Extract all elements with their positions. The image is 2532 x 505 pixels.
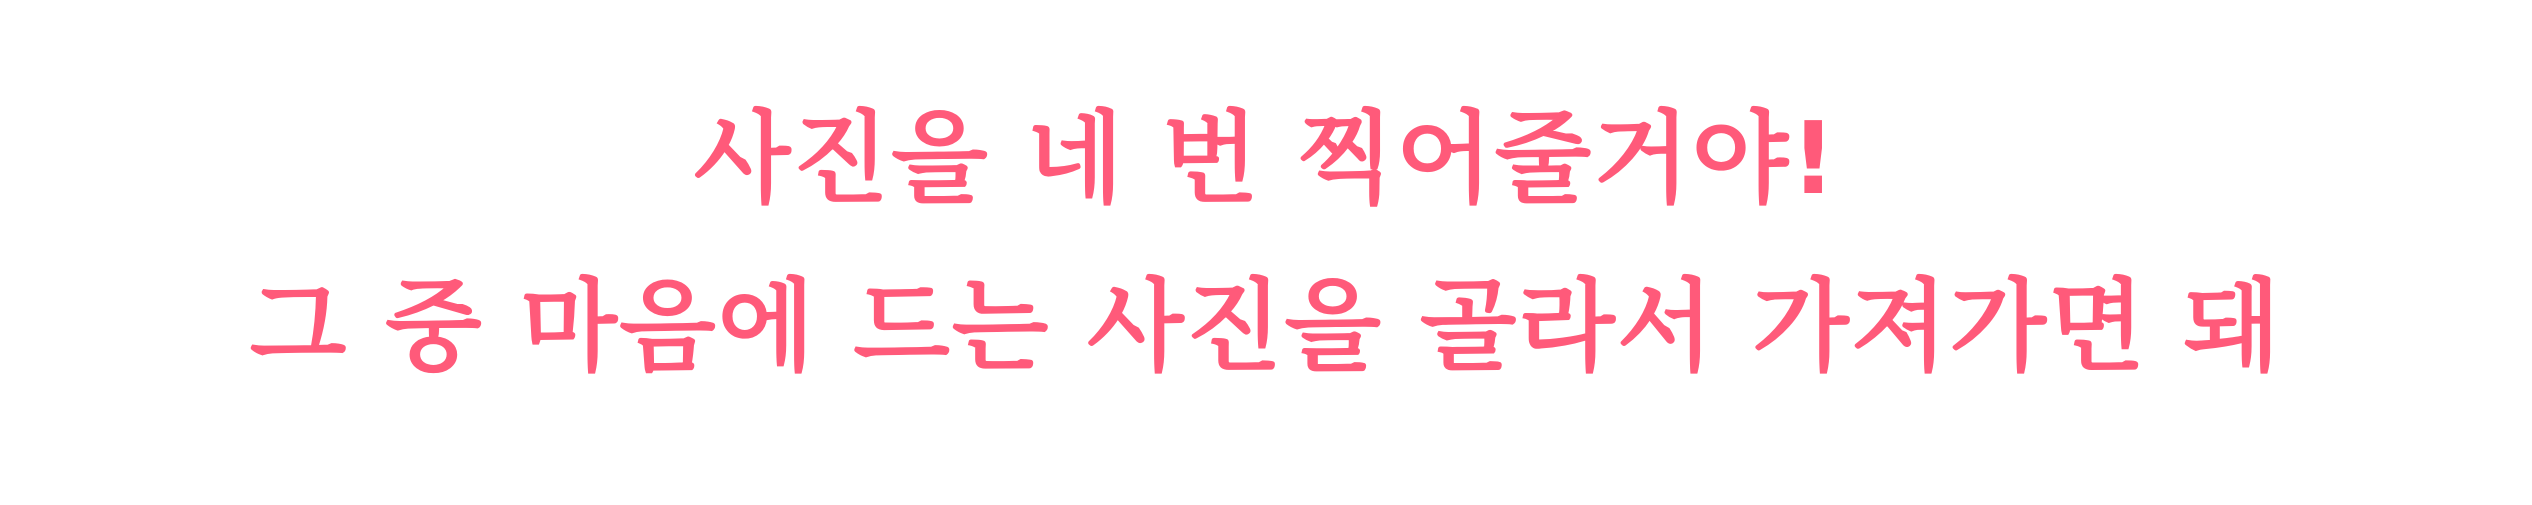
caption-line-2: 그 중 마음에 드는 사진을 골라서 가져가면 돼 xyxy=(249,267,2283,385)
caption-line-1: 사진을 네 번 찍어줄거야! xyxy=(693,99,1839,217)
